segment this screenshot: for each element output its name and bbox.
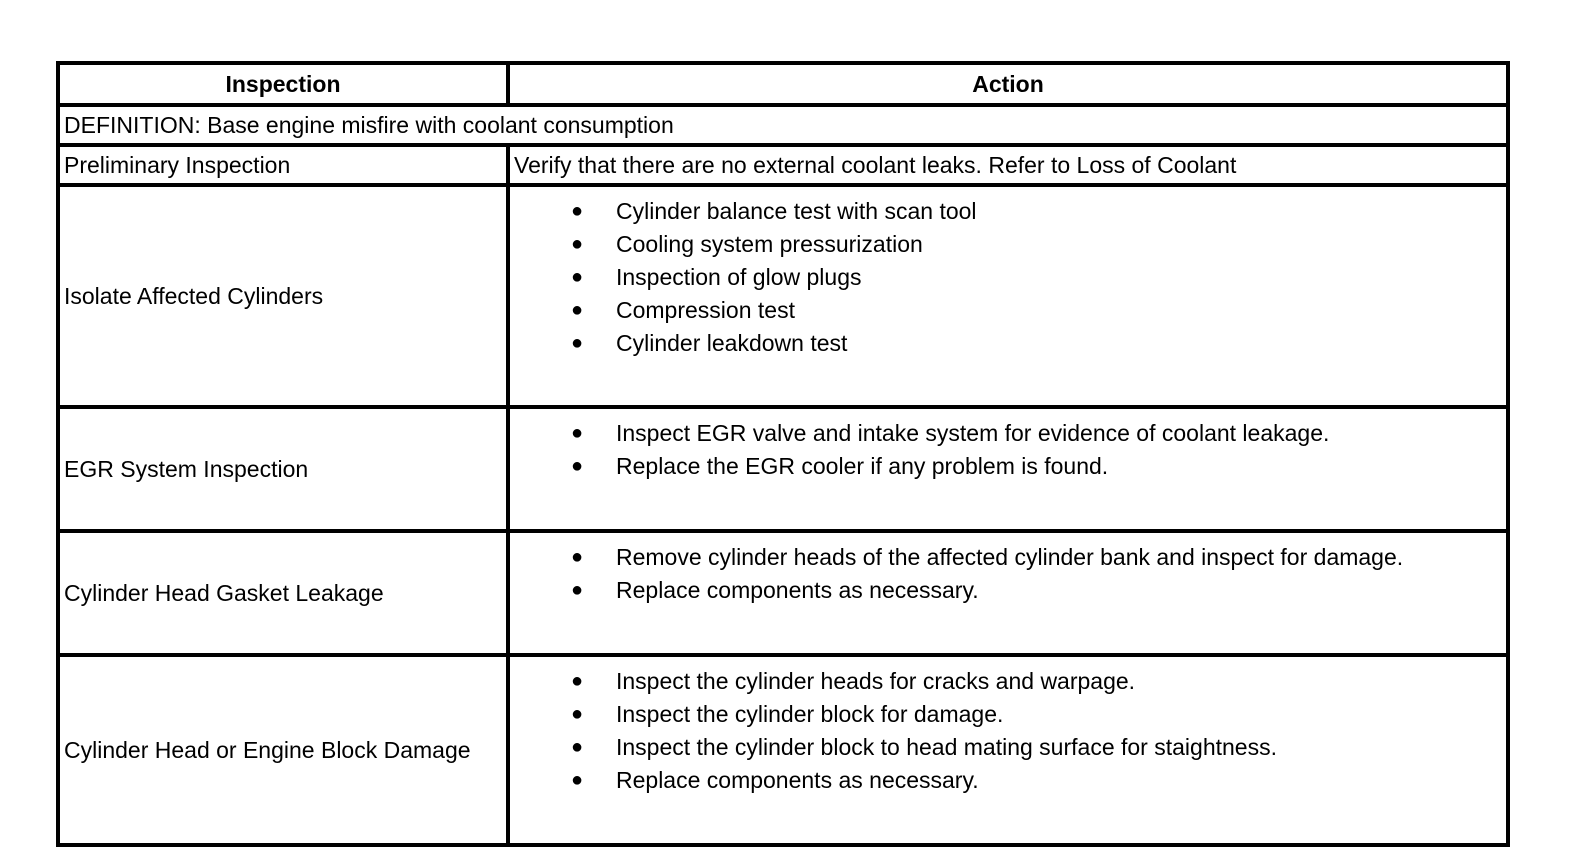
bullet-text: Inspect the cylinder block for damage. bbox=[616, 701, 1004, 727]
bullet-text: Cylinder leakdown test bbox=[616, 330, 848, 356]
action-cell bbox=[508, 655, 1508, 845]
action-bullet-list bbox=[514, 541, 1506, 607]
bullet-icon: ● bbox=[571, 455, 584, 477]
bullet-icon: ● bbox=[571, 546, 584, 568]
bullet-icon: ● bbox=[571, 703, 584, 725]
header-row bbox=[58, 63, 1508, 105]
bullet-text: Replace the EGR cooler if any problem is found. bbox=[616, 453, 1109, 479]
list-item bbox=[514, 417, 1506, 450]
bullet-icon: ● bbox=[571, 579, 584, 601]
bullet-icon: ● bbox=[571, 233, 584, 255]
list-item bbox=[514, 294, 1506, 327]
bullet-text: Remove cylinder heads of the affected cylinder bank and inspect for damage. bbox=[616, 544, 1404, 570]
header-inspection: Inspection bbox=[58, 63, 508, 105]
bullet-icon: ● bbox=[571, 422, 584, 444]
action-cell bbox=[508, 185, 1508, 407]
definition-text: DEFINITION: Base engine misfire with coolant consumption bbox=[58, 105, 1508, 145]
action-cell bbox=[508, 531, 1508, 655]
bullet-text: Inspect the cylinder block to head mating surface for staightness. bbox=[616, 734, 1277, 760]
table-row bbox=[58, 185, 1508, 407]
definition-row bbox=[58, 105, 1508, 145]
bullet-text: Inspection of glow plugs bbox=[616, 264, 862, 290]
bullet-icon: ● bbox=[571, 769, 584, 791]
list-item bbox=[514, 731, 1506, 764]
bullet-icon: ● bbox=[571, 736, 584, 758]
header-action: Action bbox=[508, 63, 1508, 105]
bullet-text: Replace components as necessary. bbox=[616, 767, 979, 793]
bullet-text: Cylinder balance test with scan tool bbox=[616, 198, 977, 224]
action-bullet-list bbox=[514, 665, 1506, 797]
inspection-cell: EGR System Inspection bbox=[58, 407, 508, 531]
list-item bbox=[514, 450, 1506, 483]
inspection-cell: Cylinder Head or Engine Block Damage bbox=[58, 655, 508, 845]
bullet-icon: ● bbox=[571, 299, 584, 321]
action-bullet-list bbox=[514, 417, 1506, 483]
table-row bbox=[58, 145, 1508, 185]
table-row bbox=[58, 655, 1508, 845]
list-item bbox=[514, 228, 1506, 261]
list-item bbox=[514, 764, 1506, 797]
action-cell: Verify that there are no external coolant leaks. Refer to Loss of Coolant bbox=[508, 145, 1508, 185]
list-item bbox=[514, 195, 1506, 228]
bullet-icon: ● bbox=[571, 670, 584, 692]
bullet-icon: ● bbox=[571, 200, 584, 222]
bullet-text: Compression test bbox=[616, 297, 795, 323]
action-bullet-list bbox=[514, 195, 1506, 360]
table-row bbox=[58, 531, 1508, 655]
list-item bbox=[514, 327, 1506, 360]
list-item bbox=[514, 665, 1506, 698]
bullet-text: Inspect EGR valve and intake system for evidence of coolant leakage. bbox=[616, 420, 1330, 446]
inspection-cell: Isolate Affected Cylinders bbox=[58, 185, 508, 407]
table-row bbox=[58, 407, 1508, 531]
list-item bbox=[514, 574, 1506, 607]
bullet-icon: ● bbox=[571, 332, 584, 354]
bullet-text: Inspect the cylinder heads for cracks and warpage. bbox=[616, 668, 1136, 694]
bullet-icon: ● bbox=[571, 266, 584, 288]
bullet-text: Replace components as necessary. bbox=[616, 577, 979, 603]
inspection-cell: Cylinder Head Gasket Leakage bbox=[58, 531, 508, 655]
bullet-text: Cooling system pressurization bbox=[616, 231, 923, 257]
list-item bbox=[514, 698, 1506, 731]
diagnostic-table bbox=[56, 61, 1510, 847]
action-cell bbox=[508, 407, 1508, 531]
list-item bbox=[514, 541, 1506, 574]
list-item bbox=[514, 261, 1506, 294]
inspection-cell: Preliminary Inspection bbox=[58, 145, 508, 185]
